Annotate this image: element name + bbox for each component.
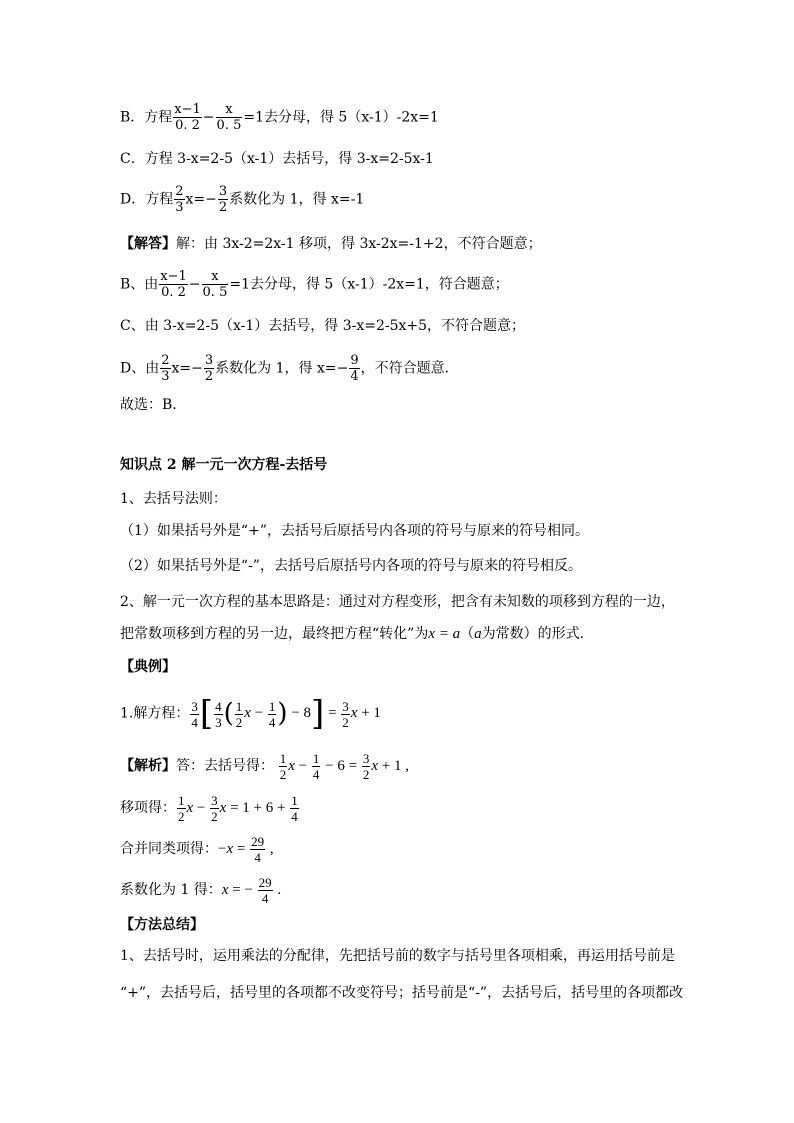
problem-equation: $\frac{3}{4}$ [ $\frac{4}{3}$ ( $\frac{1}{2}$ x − $\frac{1}{4}$ ) − 8] = $\frac{3}{2}$ x + 1 bbox=[191, 694, 381, 734]
solution-step-3: 合并同类项得：−x = $\frac{29}{4}$ , bbox=[120, 834, 274, 865]
fraction: $\frac{3}{2}$ bbox=[204, 353, 214, 384]
fraction: $\frac{9}{4}$ bbox=[350, 353, 359, 384]
fraction: $\frac{x}{0. 5}$ bbox=[216, 102, 242, 133]
solution-tag: 【解析】 bbox=[120, 757, 176, 774]
solution-step-4: 系数化为 1 得：x = − $\frac{29}{4}$ . bbox=[120, 875, 282, 906]
answer-line-1: 【解答】解：由 3x-2=2x-1 移项，得 3x-2x=-1+2，不符合题意； bbox=[120, 236, 542, 252]
section-title: 知识点 2 解一元一次方程-去括号 bbox=[120, 457, 328, 473]
rule-2: （2）如果括号外是“-”，去括号后原括号内各项的符号与原来的符号相反。 bbox=[120, 558, 582, 574]
rule-1: （1）如果括号外是“+”，去括号后原括号内各项的符号与原来的符号相同。 bbox=[120, 523, 589, 539]
solution-step-1: 【解析】答：去括号得： $\frac{1}{2}$ x − $\frac{1}{4}$ − 6 = $\frac{3}{2}$ x + 1 , bbox=[120, 751, 409, 782]
idea-line-2: 把常数项移到方程的另一边，最终把方程“转化”为x = a（a为常数）的形式． bbox=[120, 626, 594, 642]
idea-line-1: 2、解一元一次方程的基本思路是：通过对方程变形，把含有未知数的项移到方程的一边， bbox=[120, 594, 675, 610]
summary-heading: 【方法总结】 bbox=[120, 917, 204, 933]
option-b-label: B．方程 bbox=[120, 109, 173, 126]
answer-c: C、由 3-x=2-5（x-1）去括号，得 3-x=2-5x+5，不符合题意； bbox=[120, 318, 526, 334]
option-d: D．方程 $\frac{2}{3}$ x=− $\frac{3}{2}$ 系数化为 1，得 x=-1 bbox=[120, 184, 365, 215]
option-c: C．方程 3-x=2-5（x-1）去括号，得 3-x=2-5x-1 bbox=[120, 151, 434, 167]
answer-choice: 故选：B． bbox=[120, 397, 187, 413]
fraction: $\frac{x}{0. 5}$ bbox=[202, 269, 228, 300]
answer-d: D、由 $\frac{2}{3}$ x=− $\frac{3}{2}$ 系数化为 1，得 x=− $\frac{9}{4}$ ，不符合题意． bbox=[120, 353, 459, 384]
fraction: $\frac{3}{2}$ bbox=[218, 184, 228, 215]
option-b-text: =1去分母，得 5（x-1）-2x=1 bbox=[243, 109, 439, 126]
answer-tag: 【解答】 bbox=[120, 236, 176, 252]
solution-step-2: 移项得： $\frac{1}{2}$ x − $\frac{3}{2}$ x = 1 + 6 + $\frac{1}{4}$ bbox=[120, 793, 298, 824]
rule-heading: 1、去括号法则： bbox=[120, 491, 227, 507]
fraction: $\frac{2}{3}$ bbox=[175, 184, 184, 215]
answer-b: B、由 $\frac{x-1}{0. 2}$ − $\frac{x}{0. 5}$ =1去分母，得 5（x-1）-2x=1，符合题意； bbox=[120, 269, 509, 300]
summary-line-2: “+”，去括号后，括号里的各项都不改变符号；括号前是“-”，去括号后，括号里的各项都改 bbox=[120, 985, 684, 1001]
option-b: B．方程 $\frac{x-1}{0. 2}$ − $\frac{x}{0. 5}$ =1去分母，得 5（x-1）-2x=1 bbox=[120, 102, 439, 133]
summary-line-1: 1、去括号时，运用乘法的分配律，先把括号前的数字与括号里各项相乘，再运用括号前是 bbox=[120, 948, 675, 964]
example-problem: 1.解方程： $\frac{3}{4}$ [ $\frac{4}{3}$ ( $\frac{1}{2}$ x − $\frac{1}{4}$ ) − 8] = $\frac{3}{2}$ x + 1 bbox=[120, 694, 381, 734]
example-heading: 【典例】 bbox=[120, 659, 176, 675]
fraction: $\frac{x-1}{0. 2}$ bbox=[174, 102, 201, 133]
fraction: $\frac{2}{3}$ bbox=[161, 353, 170, 384]
fraction: $\frac{x-1}{0. 2}$ bbox=[160, 269, 187, 300]
